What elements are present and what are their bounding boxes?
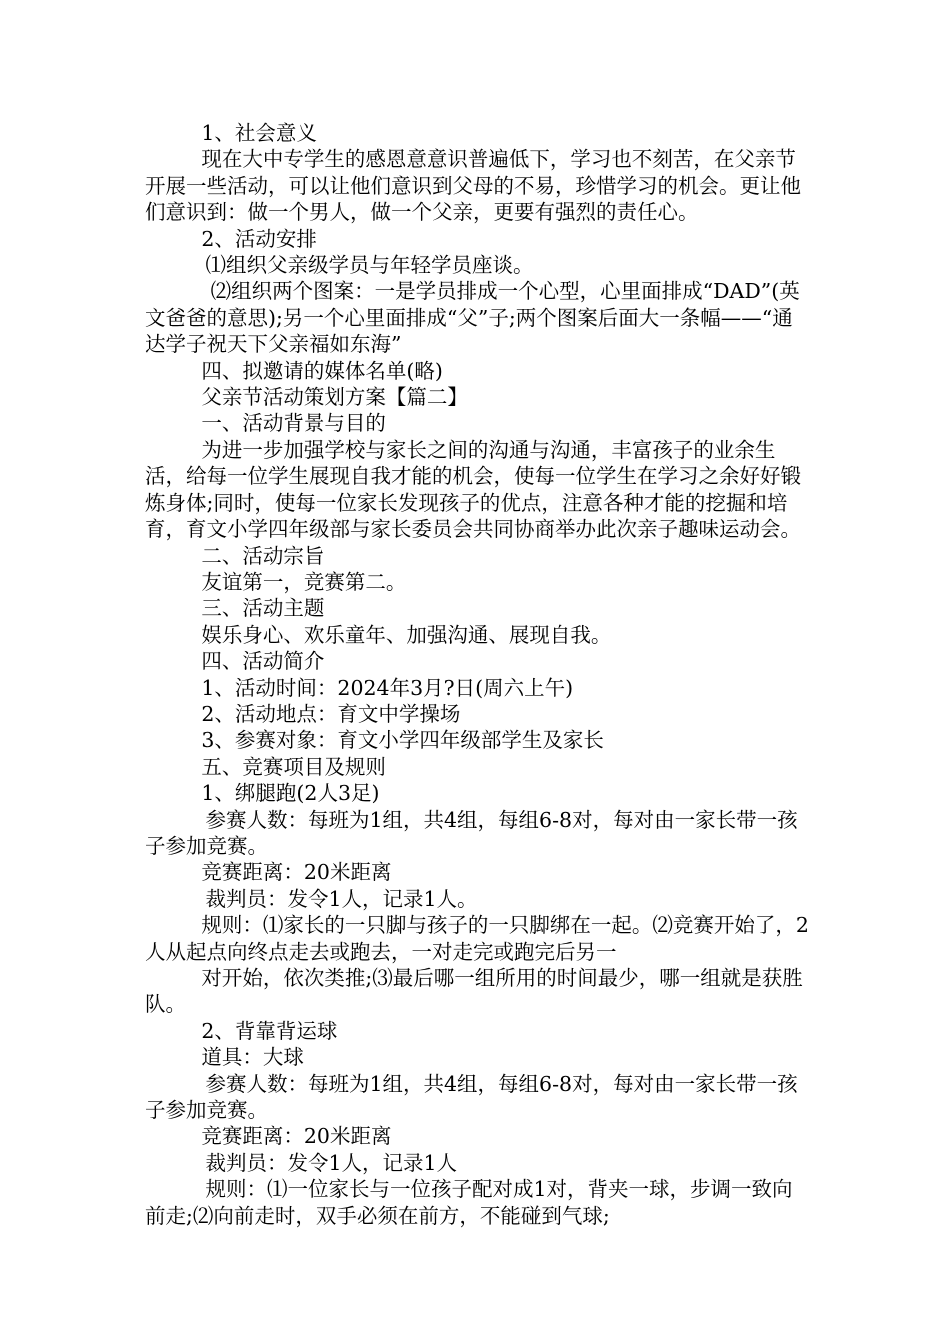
paragraph: 2、活动安排 — [201, 226, 317, 251]
paragraph: 四、活动简介 — [201, 649, 325, 674]
paragraph: 3、参赛对象：育文小学四年级部学生及家长 — [201, 728, 604, 753]
paragraph: 参赛人数：每班为1组，共4组，每组6-8对，每对由一家长带一孩子参加竞赛。 — [145, 1071, 798, 1123]
paragraph: 2、活动地点：育文中学操场 — [201, 701, 461, 726]
paragraph: 竞赛距离：20米距离 — [201, 1124, 392, 1149]
paragraph: 规则：⑴家长的一只脚与孩子的一只脚绑在一起。⑵竞赛开始了，2人从起点向终点走去或跑去，一对走完或跑完后另一 — [145, 913, 809, 964]
paragraph: 1、绑腿跑(2人3足) — [201, 781, 380, 806]
paragraph: 道具：大球 — [201, 1045, 304, 1070]
paragraph: 1、社会意义 — [201, 121, 317, 145]
paragraph: 娱乐身心、欢乐童年、加强沟通、展现自我。 — [201, 622, 612, 647]
paragraph: 1、活动时间：2024年3月?日(周六上午) — [201, 675, 574, 700]
section-heading: 父亲节活动策划方案【篇二】 — [201, 385, 468, 410]
paragraph: 五、竞赛项目及规则 — [201, 754, 386, 779]
paragraph: 四、拟邀请的媒体名单(略) — [201, 358, 443, 383]
paragraph: ⑵组织两个图案：一是学员排成一个心型，心里面排成“DAD”(英文爸爸的意思);另一个心里面排成“父”子;两个图案后面大一条幅——“通达学子祝天下父亲福如东海” — [145, 279, 800, 357]
paragraph: 三、活动主题 — [201, 596, 325, 621]
paragraph: 一、活动背景与目的 — [201, 411, 386, 436]
paragraph: 裁判员：发令1人，记录1人 — [205, 1150, 458, 1175]
paragraph: 参赛人数：每班为1组，共4组，每组6-8对，每对由一家长带一孩子参加竞赛。 — [145, 807, 798, 858]
document-body — [145, 120, 810, 1229]
paragraph: 竞赛距离：20米距离 — [201, 860, 392, 885]
paragraph: 友谊第一，竞赛第二。 — [201, 569, 407, 594]
paragraph: ⑴组织父亲级学员与年轻学员座谈。 — [205, 253, 534, 278]
paragraph: 2、背靠背运球 — [201, 1018, 338, 1043]
paragraph: 裁判员：发令1人，记录1人。 — [205, 886, 478, 911]
paragraph: 二、活动宗旨 — [201, 543, 325, 568]
paragraph: 为进一步加强学校与家长之间的沟通与沟通，丰富孩子的业余生活，给每一位学生展现自我才能的机会，使每一位学生在学习之余好好锻炼身体;同时，使每一位家长发现孩子的优点，注意各种才能的挖掘和培育，育文小学四年级部与家长委员会共同协商举办此次亲子趣味运动会。 — [145, 437, 801, 542]
paragraph: 现在大中专学生的感恩意意识普遍低下，学习也不刻苦，在父亲节开展一些活动，可以让他们意识到父母的不易，珍惜学习的机会。更让他们意识到：做一个男人，做一个父亲，更要有强烈的责任心。 — [145, 147, 801, 225]
paragraph: 规则：⑴一位家长与一位孩子配对成1对，背夹一球，步调一致向前走;⑵向前走时，双手必须在前方，不能碰到气球; — [145, 1177, 793, 1228]
paragraph: 对开始，依次类推;⑶最后哪一组所用的时间最少，哪一组就是获胜队。 — [145, 966, 803, 1017]
